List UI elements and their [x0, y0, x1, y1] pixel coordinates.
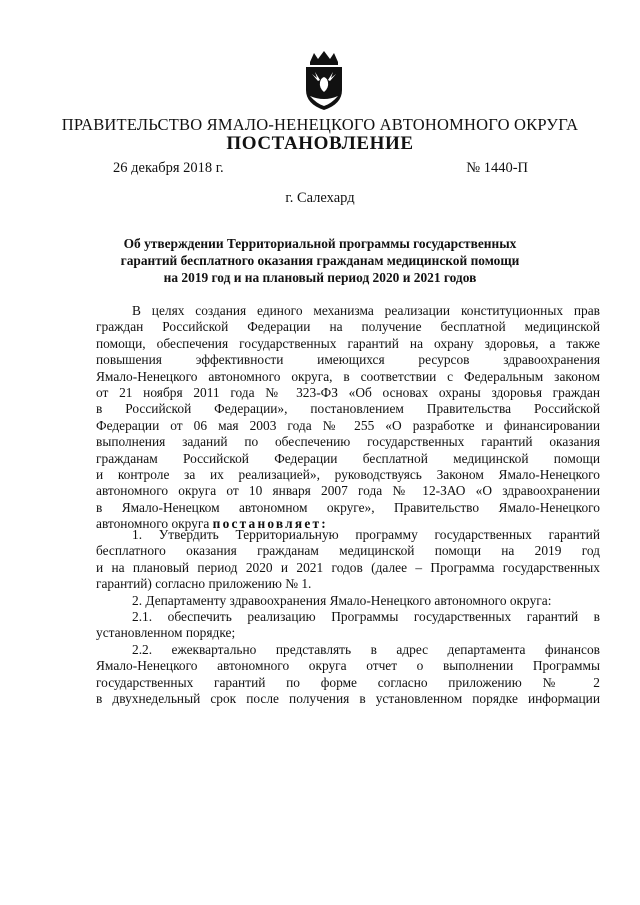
resolution-date: 26 декабря 2018 г.	[113, 160, 224, 176]
clause-line: и на плановый период 2020 и 2021 годов (далее – Программа государственных	[96, 559, 600, 575]
title-line: гарантий бесплатного оказания гражданам медицинской помощи	[120, 253, 520, 268]
resolution-clauses	[96, 527, 600, 707]
text-line: в Российской Федерации», постановлением Правительства Российской	[96, 401, 600, 417]
clause-line: 2.2. ежеквартально представлять в адрес департамента финансов	[132, 641, 600, 657]
clause-line: 2. Департаменту здравоохранения Ямало-Ненецкого автономного округа:	[132, 592, 552, 608]
text-line: В целях создания единого механизма реализации конституционных прав	[132, 303, 600, 318]
text-line: и контроле за их реализацией», руководствуясь Законом Ямало-Ненецкого	[96, 466, 600, 482]
text-line: Федерации от 06 мая 2003 года № 255 «О разработке и финансировании	[96, 417, 600, 433]
text-line: граждан Российской Федерации на получение бесплатной медицинской	[96, 319, 600, 335]
place-of-issue: г. Салехард	[285, 190, 355, 206]
title-line: Об утверждении Территориальной программы государственных	[123, 236, 517, 251]
title-line: на 2019 год и на плановый период 2020 и 2021 годов	[163, 270, 477, 285]
text-line: выполнения заданий по обеспечению государственных гарантий оказания	[96, 434, 600, 450]
government-name: ПРАВИТЕЛЬСТВО ЯМАЛО-НЕНЕЦКОГО АВТОНОМНОГО ОКРУГА	[61, 115, 579, 134]
preamble-last-prefix: автономного округа	[96, 516, 213, 532]
clause-line: гарантий) согласно приложению № 1.	[96, 576, 312, 592]
clause-line: бесплатного оказания гражданам медицинской помощи на 2019 год	[96, 543, 600, 559]
preamble-paragraph	[96, 303, 600, 532]
yamal-coat-of-arms-icon	[298, 50, 350, 112]
clause-line: государственных гарантий по форме согласно приложению № 2	[96, 674, 600, 690]
clause-line: Ямало-Ненецкого автономного округа отчет о выполнении Программы	[96, 658, 600, 674]
resolution-number: № 1440-П	[466, 160, 528, 176]
clause-line: 2.1. обеспечить реализацию Программы государственных гарантий в	[132, 608, 600, 624]
document-type-heading: ПОСТАНОВЛЕНИЕ	[226, 133, 414, 154]
text-line: повышения эффективности имеющихся ресурсов здравоохранения	[96, 352, 600, 368]
text-line: автономного округа от 10 января 2007 года № 12-ЗАО «О здравоохранении	[96, 483, 600, 499]
resolves-keyword: постановляет:	[212, 516, 328, 532]
text-line: помощи, обеспечения государственных гарантий на охрану здоровья, а также	[96, 335, 600, 351]
text-line: Ямало-Ненецкого автономного округа, в соответствии с Федеральным законом	[96, 368, 600, 384]
text-line: гражданам Российской Федерации бесплатной медицинской помощи	[96, 450, 600, 466]
text-line: в Ямало-Ненецком автономном округе», Правительство Ямало-Ненецкого	[96, 499, 600, 515]
clause-line: в двухнедельный срок после получения в установленном порядке информации	[96, 690, 600, 706]
text-line: от 21 ноября 2011 года № 323-ФЗ «Об основах охраны здоровья граждан	[96, 384, 600, 400]
document-title	[110, 235, 530, 286]
clause-line: установленном порядке;	[96, 625, 236, 641]
clause-line: 1. Утвердить Территориальную программу государственных гарантий	[132, 527, 600, 542]
